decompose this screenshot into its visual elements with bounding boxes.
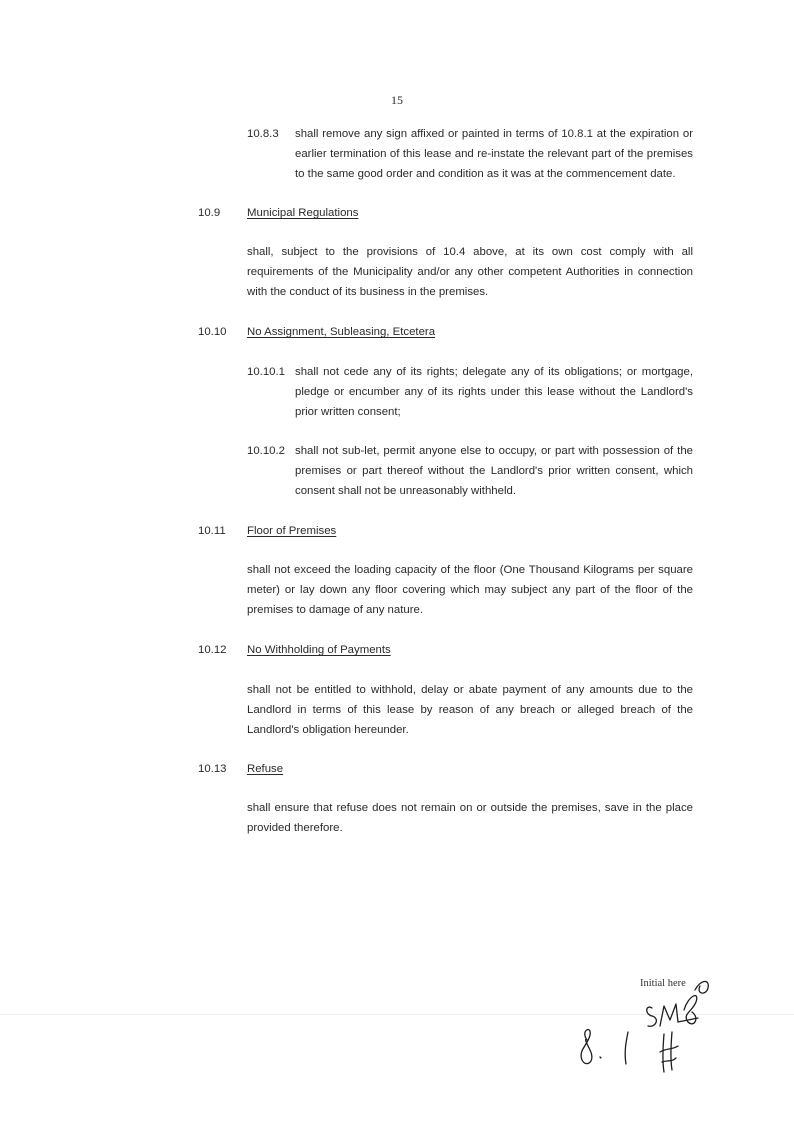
clause-number: 10.13 [198, 763, 227, 775]
clause-number: 10.9 [198, 207, 221, 219]
clause-10-11-text: shall not exceed the loading capacity of the floor (One Thousand Kilograms per square meter) or lay down any floor covering which may subject any part of the floor of the premises to damage of any nature. [247, 564, 693, 616]
initial-here-label: Initial here [640, 978, 686, 989]
clause-number: 10.11 [198, 525, 226, 537]
clause-number: 10.8.3 [247, 128, 279, 140]
clause-text: shall not sub-let, permit anyone else to occupy, or part with possession of the premises or part thereof without the Landlord's prior written consent, which consent shall not be unreasonably withheld. [295, 445, 693, 497]
clause-text: shall not cede any of its rights; delegate any of its obligations; or mortgage, pledge or encumber any of its rights under this lease without the Landlord's prior written consent; [295, 366, 693, 418]
clause-10-10-1 [247, 362, 693, 422]
clause-heading: Floor of Premises [247, 525, 337, 537]
page-number: 15 [391, 93, 403, 107]
handwritten-initials [560, 970, 740, 1080]
clause-heading: No Withholding of Payments [247, 644, 391, 656]
clause-number: 10.10.1 [247, 366, 286, 378]
clause-heading: Refuse [247, 763, 284, 775]
clause-10-9-text: shall, subject to the provisions of 10.4 above, at its own cost comply with all requirements of the Municipality and/or any other competent Authorities in connection with the conduct of its business in the premises. [247, 246, 693, 298]
clause-10-8-3 [247, 124, 693, 184]
clause-10-13-text: shall ensure that refuse does not remain on or outside the premises, save in the place provided therefore. [247, 802, 693, 834]
clause-heading: Municipal Regulations [247, 207, 359, 219]
clause-10-12-text: shall not be entitled to withhold, delay or abate payment of any amounts due to the Landlord in terms of this lease by reason of any breach or alleged breach of the Landlord's obligation hereunder. [247, 684, 693, 736]
clause-10-10-2 [247, 441, 693, 501]
clause-text: shall remove any sign affixed or painted in terms of 10.8.1 at the expiration or earlier termination of this lease and re-instate the relevant part of the premises to the same good order and condition as it was at the commencement date. [295, 128, 693, 180]
clause-number: 10.12 [198, 644, 227, 656]
clause-heading: No Assignment, Subleasing, Etcetera [247, 326, 436, 338]
clause-number: 10.10.2 [247, 445, 286, 457]
clause-number: 10.10 [198, 326, 227, 338]
